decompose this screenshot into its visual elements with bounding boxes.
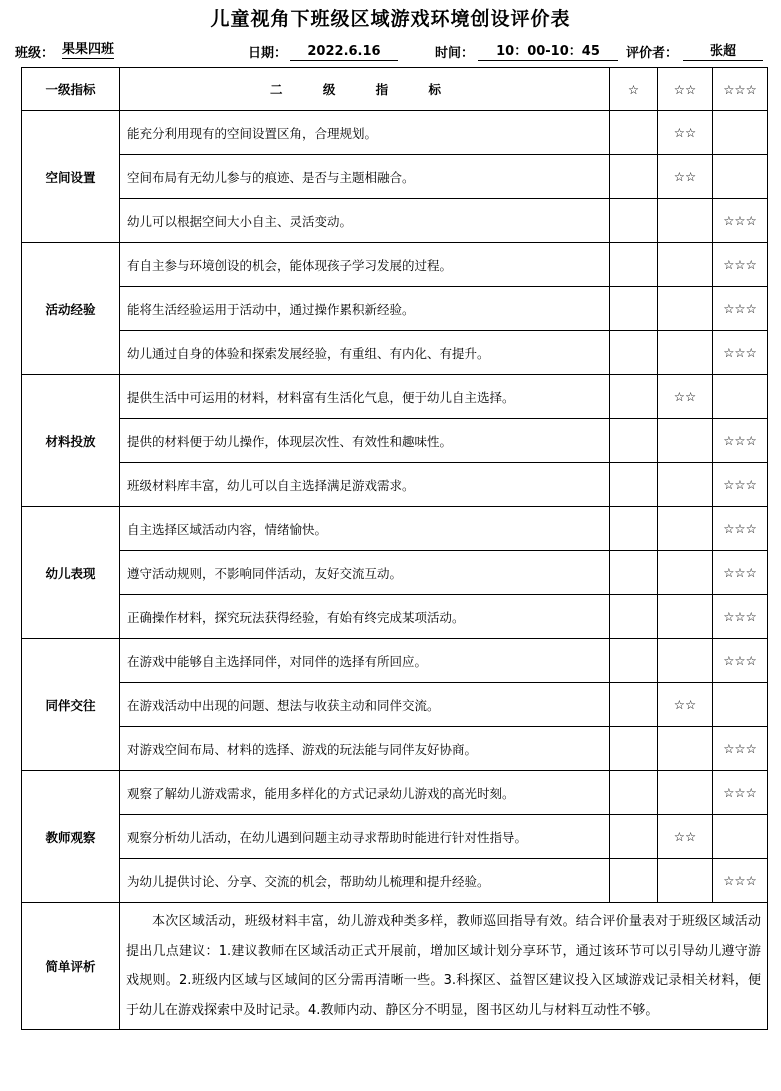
three-star-cell: ☆☆☆: [713, 507, 768, 551]
two-star-cell: [658, 331, 713, 375]
three-star-cell: ☆☆☆: [713, 331, 768, 375]
three-star-cell: [713, 683, 768, 727]
evaluator-value-text: 张超: [683, 44, 763, 61]
three-star-cell: ☆☆☆: [713, 595, 768, 639]
header-row: [22, 68, 768, 111]
three-star-cell: [713, 375, 768, 419]
table-row: [22, 243, 768, 287]
three-star-cell: ☆☆☆: [713, 287, 768, 331]
class-value-text: 果果四班: [62, 42, 115, 57]
date-label: 日期：: [248, 46, 288, 61]
three-star-cell: ☆☆☆: [713, 463, 768, 507]
three-star-cell: ☆☆☆: [713, 639, 768, 683]
three-star-cell: ☆☆☆: [713, 859, 768, 903]
table-row: [22, 155, 768, 199]
table-row: [22, 771, 768, 815]
table-row: [22, 507, 768, 551]
category-cell: 幼儿表现: [22, 507, 120, 639]
three-star-cell: [713, 815, 768, 859]
indicator-cell: 班级材料库丰富，幼儿可以自主选择满足游戏需求。: [120, 463, 610, 507]
three-star-cell: ☆☆☆: [713, 243, 768, 287]
table-row: [22, 287, 768, 331]
one-star-cell: [610, 331, 658, 375]
indicator-cell: 遵守活动规则，不影响同伴活动，友好交流互动。: [120, 551, 610, 595]
indicator-cell: 观察分析幼儿活动，在幼儿遇到问题主动寻求帮助时能进行针对性指导。: [120, 815, 610, 859]
two-star-cell: [658, 595, 713, 639]
two-star-cell: [658, 287, 713, 331]
one-star-cell: [610, 639, 658, 683]
two-star-cell: ☆☆: [658, 683, 713, 727]
header-one-star: ☆: [610, 68, 658, 111]
time-label: 时间：: [435, 46, 475, 61]
class-value: [62, 42, 114, 59]
three-star-cell: ☆☆☆: [713, 771, 768, 815]
comment-text: 本次区域活动，班级材料丰富，幼儿游戏种类多样，教师巡回指导有效。结合评价量表对于班级区域活动提出几点建议：1.建议教师在区域活动正式开展前，增加区域计划分享环节，通过该环节可以引导幼儿遵守游戏规则。2.班级内区域与区域间的区分需再清晰一些。3.科探区、益智区建议投入区域游戏记录相关材料，便于幼儿在游戏探索中及时记录。4.教师内动、静区分不明显，图书区幼儿与材料互动性不够。: [120, 903, 768, 1030]
category-cell: 材料投放: [22, 375, 120, 507]
one-star-cell: [610, 243, 658, 287]
evaluation-table: [21, 67, 768, 1030]
table-row: [22, 199, 768, 243]
two-star-cell: ☆☆: [658, 815, 713, 859]
two-star-cell: [658, 463, 713, 507]
three-star-cell: [713, 155, 768, 199]
one-star-cell: [610, 595, 658, 639]
two-star-cell: [658, 639, 713, 683]
page-title: 儿童视角下班级区域游戏环境创设评价表: [210, 8, 571, 30]
two-star-cell: [658, 551, 713, 595]
table-row: [22, 111, 768, 155]
indicator-cell: 提供的材料便于幼儿操作，体现层次性、有效性和趣味性。: [120, 419, 610, 463]
three-star-cell: ☆☆☆: [713, 727, 768, 771]
category-cell: 空间设置: [22, 111, 120, 243]
indicator-cell: 能将生活经验运用于活动中，通过操作累积新经验。: [120, 287, 610, 331]
three-star-cell: ☆☆☆: [713, 551, 768, 595]
indicator-cell: 在游戏中能够自主选择同伴，对同伴的选择有所回应。: [120, 639, 610, 683]
time-value-text: 10：00-10：45: [478, 44, 618, 61]
one-star-cell: [610, 375, 658, 419]
two-star-cell: [658, 859, 713, 903]
two-star-cell: [658, 727, 713, 771]
three-star-cell: ☆☆☆: [713, 419, 768, 463]
one-star-cell: [610, 287, 658, 331]
class-label: 班级：: [15, 46, 55, 61]
header-three-star: ☆☆☆: [713, 68, 768, 111]
table-row: [22, 727, 768, 771]
one-star-cell: [610, 419, 658, 463]
two-star-cell: ☆☆: [658, 155, 713, 199]
two-star-cell: [658, 507, 713, 551]
date-value-text: 2022.6.16: [290, 44, 398, 61]
indicator-cell: 自主选择区域活动内容，情绪愉快。: [120, 507, 610, 551]
table-row: [22, 419, 768, 463]
evaluator-label: 评价者：: [626, 46, 679, 61]
two-star-cell: ☆☆: [658, 375, 713, 419]
indicator-cell: 提供生活中可运用的材料，材料富有生活化气息，便于幼儿自主选择。: [120, 375, 610, 419]
indicator-cell: 观察了解幼儿游戏需求，能用多样化的方式记录幼儿游戏的高光时刻。: [120, 771, 610, 815]
indicator-cell: 正确操作材料，探究玩法获得经验，有始有终完成某项活动。: [120, 595, 610, 639]
table-row: [22, 595, 768, 639]
table-row: [22, 815, 768, 859]
table-row: [22, 375, 768, 419]
header-level2: [120, 68, 610, 111]
meta-row: [0, 40, 781, 62]
indicator-cell: 幼儿可以根据空间大小自主、灵活变动。: [120, 199, 610, 243]
indicator-cell: 有自主参与环境创设的机会，能体现孩子学习发展的过程。: [120, 243, 610, 287]
header-two-star: ☆☆: [658, 68, 713, 111]
two-star-cell: ☆☆: [658, 111, 713, 155]
one-star-cell: [610, 507, 658, 551]
indicator-cell: 对游戏空间布局、材料的选择、游戏的玩法能与同伴友好协商。: [120, 727, 610, 771]
two-star-cell: [658, 199, 713, 243]
indicator-cell: 在游戏活动中出现的问题、想法与收获主动和同伴交流。: [120, 683, 610, 727]
one-star-cell: [610, 551, 658, 595]
header-level1: 一级指标: [22, 68, 120, 111]
two-star-cell: [658, 771, 713, 815]
one-star-cell: [610, 463, 658, 507]
one-star-cell: [610, 155, 658, 199]
one-star-cell: [610, 859, 658, 903]
table-row: [22, 551, 768, 595]
table-row: [22, 639, 768, 683]
table-row: [22, 859, 768, 903]
one-star-cell: [610, 727, 658, 771]
category-cell: 教师观察: [22, 771, 120, 903]
two-star-cell: [658, 243, 713, 287]
one-star-cell: [610, 683, 658, 727]
three-star-cell: [713, 111, 768, 155]
two-star-cell: [658, 419, 713, 463]
comment-label: 简单评析: [22, 903, 120, 1030]
indicator-cell: 为幼儿提供讨论、分享、交流的机会，帮助幼儿梳理和提升经验。: [120, 859, 610, 903]
one-star-cell: [610, 771, 658, 815]
comment-row: [22, 903, 768, 1030]
table-row: [22, 331, 768, 375]
indicator-cell: 幼儿通过自身的体验和探索发展经验，有重组、有内化、有提升。: [120, 331, 610, 375]
one-star-cell: [610, 199, 658, 243]
category-cell: 活动经验: [22, 243, 120, 375]
indicator-cell: 空间布局有无幼儿参与的痕迹、是否与主题相融合。: [120, 155, 610, 199]
header-level2-text: 二 级 指 标: [269, 82, 460, 97]
table-row: [22, 463, 768, 507]
indicator-cell: 能充分利用现有的空间设置区角，合理规划。: [120, 111, 610, 155]
one-star-cell: [610, 111, 658, 155]
three-star-cell: ☆☆☆: [713, 199, 768, 243]
one-star-cell: [610, 815, 658, 859]
category-cell: 同伴交往: [22, 639, 120, 771]
table-row: [22, 683, 768, 727]
